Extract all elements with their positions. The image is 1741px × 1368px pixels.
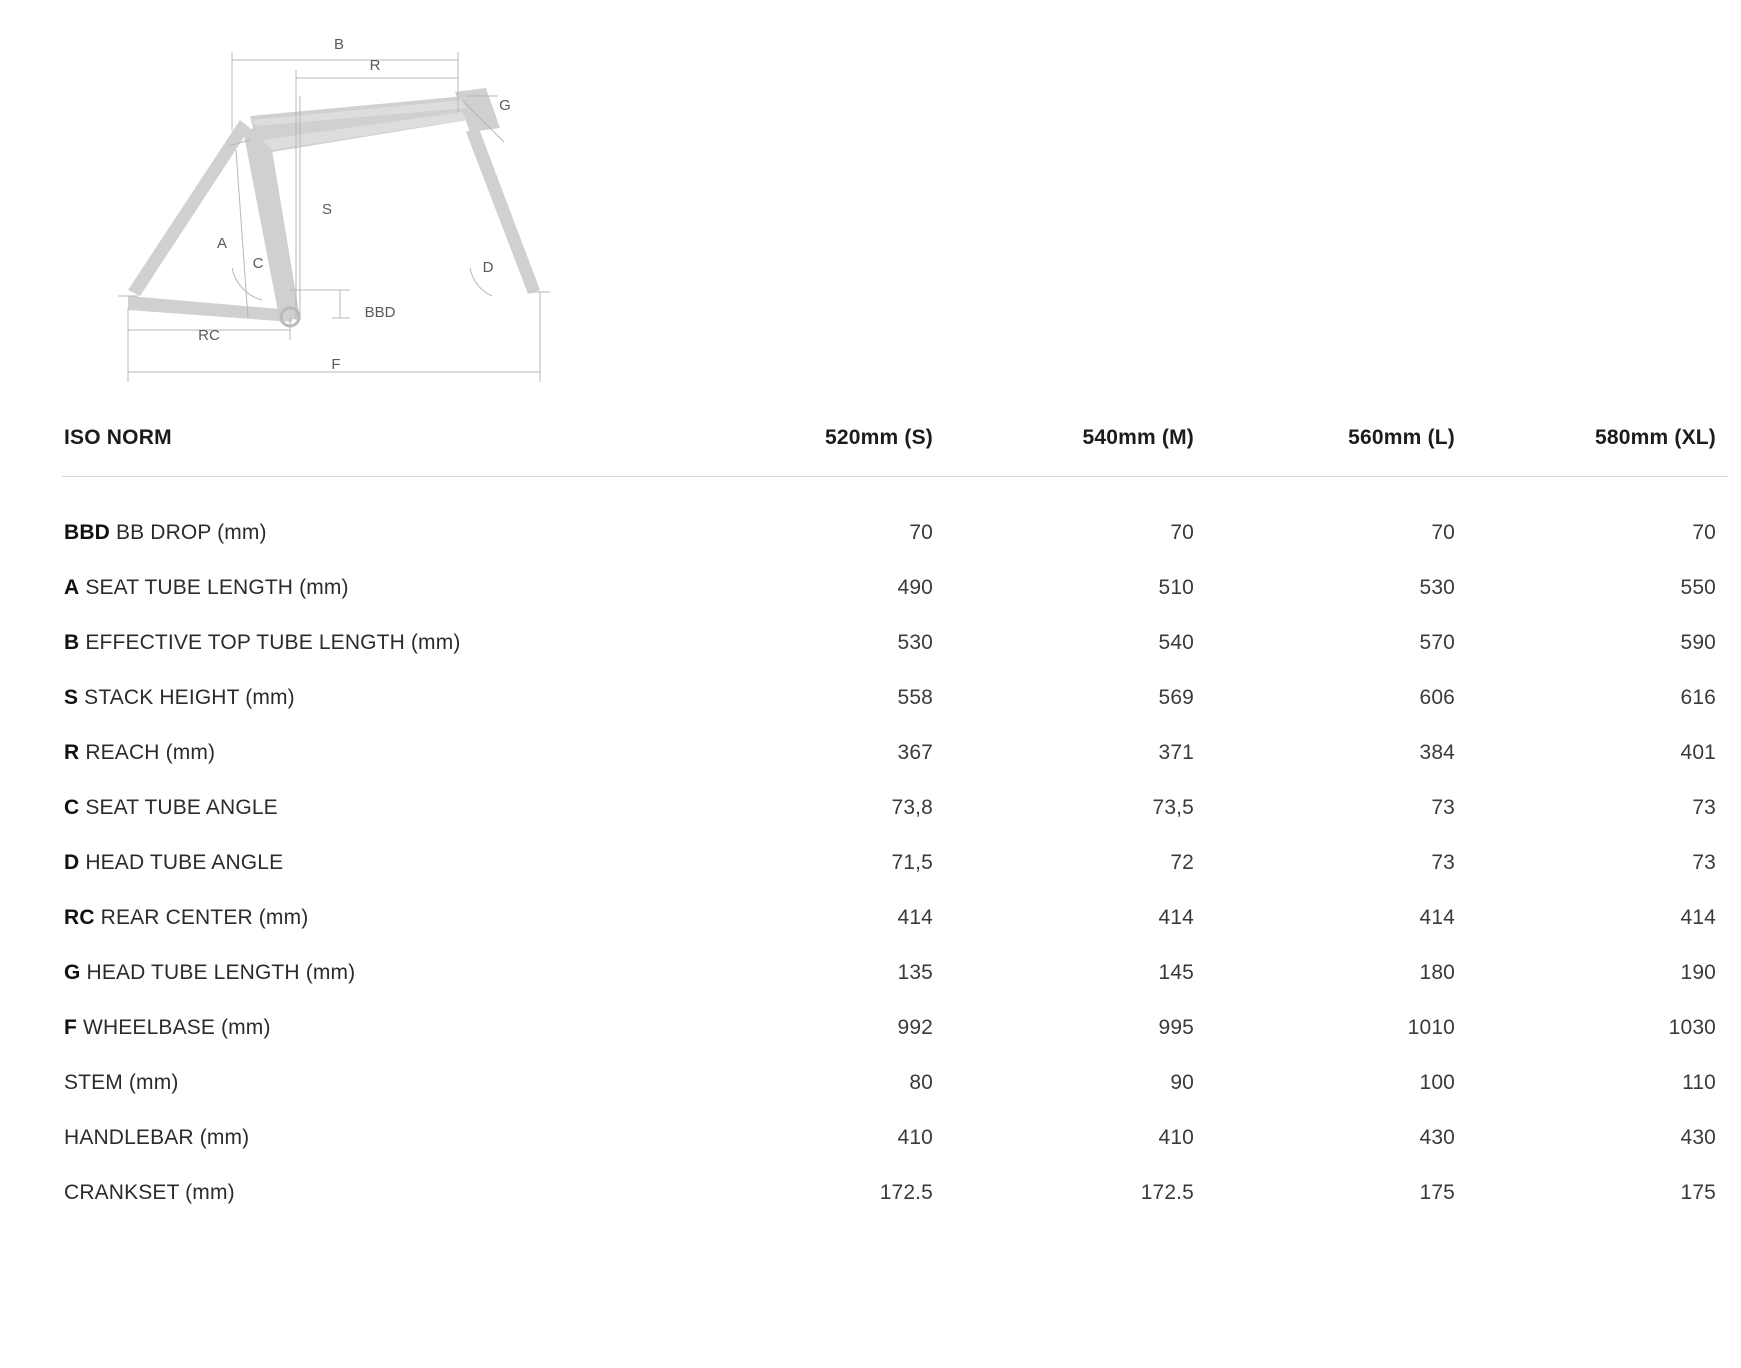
table-row	[62, 1055, 1728, 1110]
cell-value: 410	[897, 1125, 933, 1149]
table-row	[62, 780, 1728, 835]
row-code: A	[64, 575, 80, 599]
column-header-size-s: 520mm (S)	[824, 426, 933, 449]
cell-value: 410	[1158, 1125, 1194, 1149]
table-row	[62, 560, 1728, 615]
row-label-handlebar	[62, 1110, 684, 1165]
row-label-rear-center	[62, 890, 684, 945]
cell-value: 414	[1158, 905, 1194, 929]
cell-value: 371	[1158, 740, 1194, 764]
cell-value: 172.5	[1140, 1180, 1194, 1204]
row-label-seat-tube-angle	[62, 780, 684, 835]
row-text: EFFECTIVE TOP TUBE LENGTH (mm)	[85, 630, 461, 654]
cell-value: 80	[909, 1070, 933, 1094]
cell-value: 175	[1419, 1180, 1455, 1204]
cell-value: 530	[1419, 575, 1455, 599]
cell-value: 510	[1158, 575, 1194, 599]
cell-value: 530	[897, 630, 933, 654]
table-head	[62, 400, 1728, 477]
row-text: STEM (mm)	[64, 1070, 179, 1094]
cell-value: 414	[1419, 905, 1455, 929]
diagram-label-G: G	[499, 97, 511, 114]
cell-value: 73	[1692, 850, 1716, 874]
cell-value: 70	[1170, 520, 1194, 544]
row-text: REAR CENTER (mm)	[100, 905, 309, 929]
row-code: G	[64, 960, 81, 984]
cell-value: 367	[897, 740, 933, 764]
row-text: HANDLEBAR (mm)	[64, 1125, 250, 1149]
row-label-reach	[62, 725, 684, 780]
cell-value: 70	[1431, 520, 1455, 544]
cell-value: 73,8	[891, 795, 933, 819]
table-body	[62, 477, 1728, 1221]
cell-value: 558	[897, 685, 933, 709]
cell-value: 180	[1419, 960, 1455, 984]
cell-value: 616	[1680, 685, 1716, 709]
cell-value: 110	[1682, 1070, 1716, 1094]
cell-value: 73	[1431, 850, 1455, 874]
column-header-size-l: 560mm (L)	[1348, 426, 1455, 449]
cell-value: 100	[1419, 1070, 1455, 1094]
table-row	[62, 725, 1728, 780]
row-text: WHEELBASE (mm)	[82, 1015, 271, 1039]
row-code: S	[64, 685, 79, 709]
row-text: STACK HEIGHT (mm)	[84, 685, 295, 709]
table-row	[62, 477, 1728, 561]
row-code: F	[64, 1015, 77, 1039]
cell-value: 992	[897, 1015, 933, 1039]
cell-value: 384	[1419, 740, 1455, 764]
diagram-label-F: F	[331, 356, 341, 373]
row-text: HEAD TUBE ANGLE	[85, 850, 284, 874]
cell-value: 190	[1680, 960, 1716, 984]
cell-value: 135	[897, 960, 933, 984]
table-row	[62, 670, 1728, 725]
cell-value: 540	[1158, 630, 1194, 654]
cell-value: 72	[1170, 850, 1194, 874]
column-header-size-m: 540mm (M)	[1082, 426, 1194, 449]
table-row	[62, 945, 1728, 1000]
diagram-label-D: D	[482, 259, 494, 276]
row-text: REACH (mm)	[85, 740, 216, 764]
row-text: SEAT TUBE LENGTH (mm)	[85, 575, 349, 599]
cell-value: 490	[897, 575, 933, 599]
row-label-effective-top-tube-length	[62, 615, 684, 670]
cell-value: 73,5	[1152, 795, 1194, 819]
row-code: B	[64, 630, 80, 654]
row-code: D	[64, 850, 80, 874]
cell-value: 430	[1419, 1125, 1455, 1149]
diagram-label-C: C	[252, 255, 264, 272]
cell-value: 90	[1170, 1070, 1194, 1094]
cell-value: 414	[1680, 905, 1716, 929]
table-row	[62, 890, 1728, 945]
geometry-table	[62, 400, 1728, 1220]
cell-value: 70	[909, 520, 933, 544]
cell-value: 145	[1158, 960, 1194, 984]
cell-value: 71,5	[891, 850, 933, 874]
row-text: BB DROP (mm)	[115, 520, 267, 544]
cell-value: 73	[1431, 795, 1455, 819]
table-row	[62, 1000, 1728, 1055]
cell-value: 1010	[1407, 1015, 1455, 1039]
row-label-stem	[62, 1055, 684, 1110]
column-header-size-xl: 580mm (XL)	[1594, 426, 1716, 449]
diagram-label-A: A	[216, 235, 228, 252]
table-row	[62, 835, 1728, 890]
table-header-row	[62, 400, 1728, 477]
cell-value: 175	[1680, 1180, 1716, 1204]
row-label-stack-height	[62, 670, 684, 725]
row-label-head-tube-angle	[62, 835, 684, 890]
cell-value: 414	[897, 905, 933, 929]
diagram-label-R: R	[369, 57, 381, 74]
row-label-bb-drop	[62, 477, 684, 561]
table-row	[62, 1110, 1728, 1165]
cell-value: 590	[1680, 630, 1716, 654]
cell-value: 73	[1692, 795, 1716, 819]
cell-value: 995	[1158, 1015, 1194, 1039]
row-label-crankset	[62, 1165, 684, 1220]
row-text: CRANKSET (mm)	[64, 1180, 235, 1204]
row-label-wheelbase	[62, 1000, 684, 1055]
geometry-table-wrapper	[62, 400, 1716, 1220]
diagram-label-BBD: BBD	[364, 304, 396, 321]
cell-value: 1030	[1668, 1015, 1716, 1039]
cell-value: 401	[1680, 740, 1716, 764]
cell-value: 550	[1680, 575, 1716, 599]
table-row	[62, 1165, 1728, 1220]
frame-geometry-diagram	[0, 0, 640, 400]
diagram-label-RC: RC	[198, 327, 220, 344]
cell-value: 570	[1419, 630, 1455, 654]
row-code: R	[64, 740, 80, 764]
row-text: SEAT TUBE ANGLE	[85, 795, 278, 819]
cell-value: 430	[1680, 1125, 1716, 1149]
cell-value: 606	[1419, 685, 1455, 709]
row-text: HEAD TUBE LENGTH (mm)	[86, 960, 356, 984]
row-label-head-tube-length	[62, 945, 684, 1000]
column-header-iso-norm: ISO NORM	[64, 426, 172, 449]
diagram-label-B: B	[333, 36, 345, 53]
cell-value: 70	[1692, 520, 1716, 544]
row-label-seat-tube-length	[62, 560, 684, 615]
cell-value: 569	[1158, 685, 1194, 709]
row-code: RC	[64, 905, 95, 929]
row-code: C	[64, 795, 80, 819]
cell-value: 172.5	[879, 1180, 933, 1204]
diagram-label-S: S	[321, 201, 333, 218]
table-row	[62, 615, 1728, 670]
row-code: BBD	[64, 520, 110, 544]
